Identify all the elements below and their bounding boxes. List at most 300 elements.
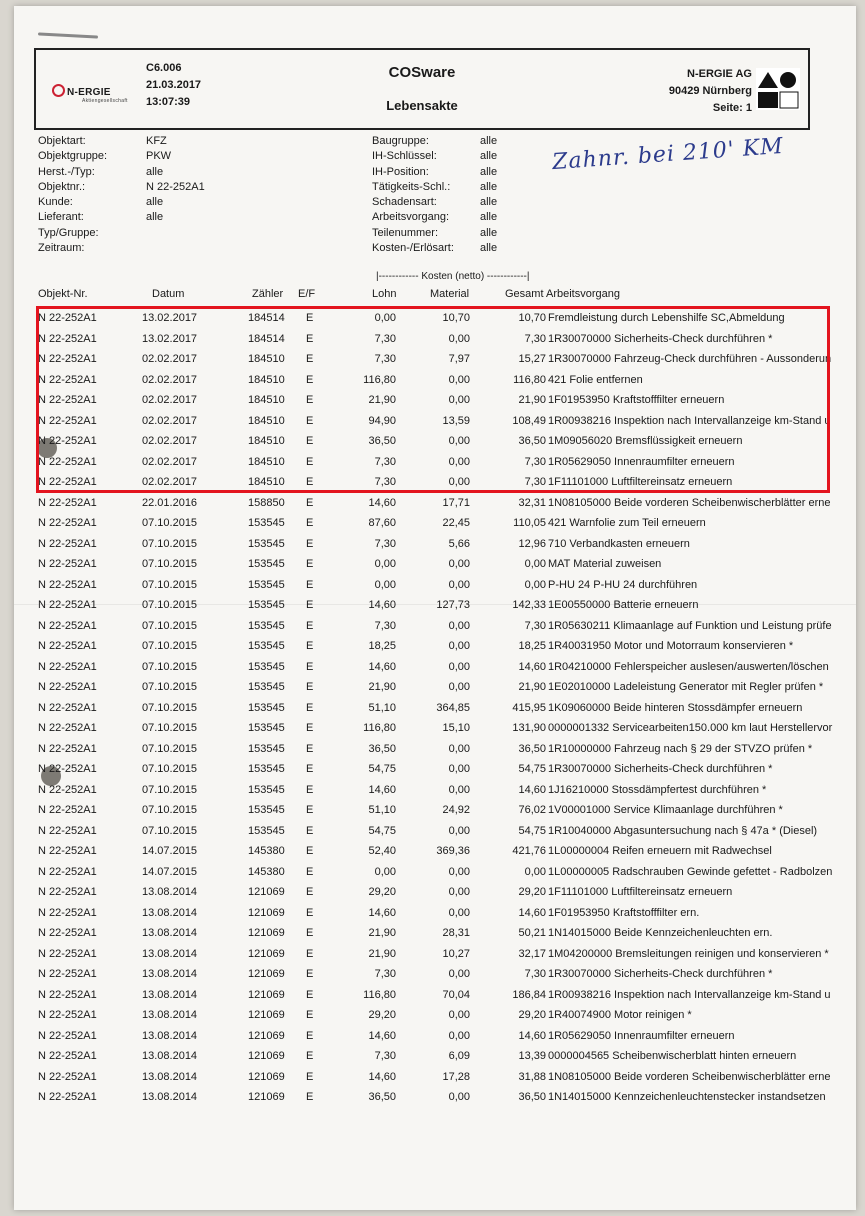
cell-arbeitsvorgang: 1F01953950 Kraftstofffilter erneuern [548,394,725,406]
cell-zaehler: 121069 [248,988,285,1001]
cell-objekt-nr: N 22-252A1 [38,1029,97,1042]
filter-row [38,165,205,180]
table-row [38,494,838,515]
filter-row [38,134,205,149]
filter-label: Kunde: [38,196,73,209]
cell-lohn: 54,75 [368,763,396,775]
cell-objekt-nr: N 22-252A1 [38,599,97,611]
report-code: C6.006 [146,62,182,74]
filter-value: N 22-252A1 [146,180,205,193]
filter-row [38,180,205,195]
report-time: 13:07:39 [146,96,191,108]
cell-datum: 13.08.2014 [142,1009,198,1021]
cell-zaehler: 121069 [248,906,285,919]
company-mark-icon [756,68,800,110]
cell-objekt-nr: N 22-252A1 [38,476,97,488]
cell-zaehler: 184514 [248,312,285,324]
cell-objekt-nr: N 22-252A1 [38,517,97,529]
cell-datum: 07.10.2015 [142,722,198,734]
cell-lohn: 7,30 [374,476,396,488]
cell-lohn: 54,75 [368,824,396,837]
filter-list-right [372,134,497,256]
cell-zaehler: 153545 [248,537,285,550]
cell-material: 369,36 [436,845,470,857]
company-name: N-ERGIE AG [687,68,752,80]
cell-ef: E [306,701,314,714]
cell-arbeitsvorgang: 0000004565 Scheibenwischerblatt hinten erneuern [548,1050,797,1062]
filter-row [38,195,205,210]
staple [38,32,98,38]
cell-ef: E [306,968,314,980]
cell-ef: E [306,681,314,693]
cell-datum: 13.02.2017 [142,332,198,345]
cell-ef: E [306,886,314,898]
cell-ef: E [306,476,314,488]
cell-lohn: 7,30 [374,353,396,365]
cell-material: 6,09 [448,1050,470,1062]
cell-datum: 13.08.2014 [142,1091,198,1103]
cell-arbeitsvorgang: 1R05630211 Klimaanlage auf Funktion und Leistung prüfe [548,619,832,632]
cell-lohn: 7,30 [374,968,396,980]
cell-arbeitsvorgang: 1R30070000 Sicherheits-Check durchführen * [548,332,773,345]
cell-ef: E [306,742,314,755]
cell-arbeitsvorgang: 421 Folie entfernen [548,373,643,386]
cell-datum: 07.10.2015 [142,824,198,837]
cell-lohn: 21,90 [368,681,396,693]
column-header-datum: Datum [152,288,185,300]
cell-datum: 07.10.2015 [142,742,198,755]
table-row [38,576,838,597]
cell-zaehler: 184510 [248,394,285,406]
cell-objekt-nr: N 22-252A1 [38,496,97,509]
cell-arbeitsvorgang: 1R05629050 Innenraumfilter erneuern [548,455,735,468]
cell-ef: E [306,865,314,878]
table-row [38,1027,838,1048]
cell-material: 0,00 [448,1029,470,1042]
cell-datum: 07.10.2015 [142,763,198,775]
cell-arbeitsvorgang: 421 Warnfolie zum Teil erneuern [548,517,706,529]
cell-gesamt: 0,00 [524,558,546,570]
cell-ef: E [306,558,314,570]
cell-datum: 07.10.2015 [142,701,198,714]
filter-label: IH-Schlüssel: [372,150,437,163]
table-row [38,535,838,556]
table-row [38,781,838,802]
cell-material: 10,27 [442,947,470,960]
cell-zaehler: 153545 [248,722,285,734]
cell-objekt-nr: N 22-252A1 [38,886,97,898]
cell-zaehler: 153545 [248,619,285,632]
cell-zaehler: 121069 [248,947,285,960]
cell-lohn: 116,80 [363,373,396,386]
cell-objekt-nr: N 22-252A1 [38,455,97,468]
cell-material: 0,00 [448,824,470,837]
cell-material: 0,00 [448,906,470,919]
filter-row [372,226,497,241]
cell-arbeitsvorgang: 0000001332 Servicearbeiten150.000 km laut Herstellervor [548,722,833,734]
cell-lohn: 7,30 [374,332,396,345]
cell-ef: E [306,722,314,734]
filter-label: Objektnr.: [38,180,86,193]
filter-row [38,226,205,241]
cell-arbeitsvorgang: 1R04210000 Fehlerspeicher auslesen/auswerten/löschen [548,660,829,673]
column-header-ef: E/F [298,288,316,300]
cell-objekt-nr: N 22-252A1 [38,640,97,652]
table-row [38,1088,838,1109]
cell-arbeitsvorgang: 1R10040000 Abgasuntersuchung nach § 47a * (Diesel) [548,824,818,837]
cell-ef: E [306,783,314,796]
cell-zaehler: 121069 [248,1050,285,1062]
cell-zaehler: 184510 [248,435,285,447]
cell-objekt-nr: N 22-252A1 [38,988,97,1001]
cell-objekt-nr: N 22-252A1 [38,660,97,673]
cell-objekt-nr: N 22-252A1 [38,927,97,939]
cell-material: 0,00 [448,783,470,796]
table-row [38,699,838,720]
cell-zaehler: 121069 [248,927,285,939]
cell-lohn: 14,60 [368,496,396,509]
cell-datum: 07.10.2015 [142,660,198,673]
cell-arbeitsvorgang: 1R40074900 Motor reinigen * [548,1009,692,1021]
table-row [38,637,838,658]
cell-zaehler: 153545 [248,742,285,755]
column-header-zaehler: Zähler [252,288,284,300]
cell-material: 0,00 [448,578,470,591]
cell-gesamt: 7,30 [524,455,546,468]
table-row [38,760,838,781]
cell-objekt-nr: N 22-252A1 [38,763,97,775]
cell-ef: E [306,394,314,406]
cell-objekt-nr: N 22-252A1 [38,619,97,632]
cell-gesamt: 415,95 [512,701,546,714]
column-header-arbeitsvorgang: Arbeitsvorgang [546,288,620,300]
cell-gesamt: 7,30 [524,332,546,345]
cell-lohn: 51,10 [368,701,396,714]
filter-value: alle [480,150,498,163]
cell-arbeitsvorgang: 1R40031950 Motor und Motorraum konservieren * [548,640,794,652]
filter-value: alle [146,196,164,209]
cell-ef: E [306,332,314,345]
cell-arbeitsvorgang: 1R05629050 Innenraumfilter erneuern [548,1029,735,1042]
cell-datum: 13.08.2014 [142,1029,198,1042]
cell-material: 10,70 [442,312,470,324]
cell-ef: E [306,312,314,324]
report-header [34,48,810,130]
cell-objekt-nr: N 22-252A1 [38,414,97,427]
cell-ef: E [306,845,314,857]
filter-label: Objektgruppe: [38,150,108,163]
cell-gesamt: 7,30 [524,968,546,980]
cell-gesamt: 116,80 [513,373,546,386]
cell-material: 13,59 [442,414,470,427]
cell-material: 0,00 [448,619,470,632]
cell-arbeitsvorgang: 1R30070000 Sicherheits-Check durchführen * [548,968,773,980]
cell-gesamt: 7,30 [524,476,546,488]
column-header-lohn: Lohn [372,288,397,300]
cell-zaehler: 153545 [248,517,285,529]
cell-material: 0,00 [448,742,470,755]
cell-zaehler: 153545 [248,660,285,673]
cell-zaehler: 153545 [248,681,285,693]
cell-objekt-nr: N 22-252A1 [38,1009,97,1021]
filter-row [372,149,497,164]
cell-zaehler: 121069 [248,1009,285,1021]
cell-ef: E [306,578,314,591]
handwritten-note: Zahnr. bei 210' KM [551,133,785,176]
filter-label: Lieferant: [38,211,84,224]
cell-datum: 14.07.2015 [142,845,198,857]
cell-gesamt: 131,90 [512,722,546,734]
company-block [669,66,752,117]
cell-material: 15,10 [442,722,470,734]
cell-arbeitsvorgang: 1R30070000 Sicherheits-Check durchführen * [548,763,773,775]
cell-ef: E [306,496,314,509]
cell-datum: 13.02.2017 [142,312,198,324]
cell-arbeitsvorgang: 1L00000004 Reifen erneuern mit Radwechsel [548,845,772,857]
cell-material: 0,00 [448,660,470,673]
cell-material: 28,31 [442,927,470,939]
cell-datum: 02.02.2017 [142,373,198,386]
cell-lohn: 14,60 [368,660,396,673]
cell-material: 0,00 [448,763,470,775]
cell-datum: 07.10.2015 [142,517,198,529]
cell-zaehler: 153545 [248,763,285,775]
cell-datum: 13.08.2014 [142,988,198,1001]
cell-zaehler: 153545 [248,804,285,816]
cell-arbeitsvorgang: 1K09060000 Beide hinteren Stossdämpfer erneuern [548,701,803,714]
cell-lohn: 87,60 [368,517,396,529]
cell-gesamt: 32,31 [518,496,546,509]
cell-lohn: 14,60 [368,906,396,919]
cell-lohn: 0,00 [374,312,396,324]
cell-arbeitsvorgang: 1F11101000 Luftfiltereinsatz erneuern [548,476,733,488]
cell-gesamt: 18,25 [518,640,546,652]
cell-arbeitsvorgang: 1V00001000 Service Klimaanlage durchführen * [548,804,783,816]
table-row [38,678,838,699]
cell-datum: 13.08.2014 [142,947,198,960]
cell-objekt-nr: N 22-252A1 [38,804,97,816]
cell-ef: E [306,947,314,960]
cell-ef: E [306,988,314,1001]
cell-lohn: 94,90 [368,414,396,427]
report-subtitle: Lebensakte [386,98,458,113]
cell-arbeitsvorgang: 1M04200000 Bremsleitungen reinigen und konservieren * [548,947,829,960]
cell-gesamt: 36,50 [518,742,546,755]
cell-material: 127,73 [436,599,470,611]
cell-datum: 02.02.2017 [142,435,198,447]
cell-arbeitsvorgang: 1R00938216 Inspektion nach Intervallanzeige km-Stand u [548,988,831,1001]
filter-value: alle [480,226,498,239]
filter-label: IH-Position: [372,165,429,178]
company-address: 90429 Nürnberg [668,85,752,97]
cell-objekt-nr: N 22-252A1 [38,373,97,386]
cell-zaehler: 153545 [248,824,285,837]
cell-datum: 07.10.2015 [142,681,198,693]
cell-zaehler: 184510 [248,373,285,386]
cell-zaehler: 184510 [248,414,285,427]
cell-lohn: 0,00 [374,558,396,570]
cell-datum: 02.02.2017 [142,414,198,427]
filter-row [38,210,205,225]
cell-arbeitsvorgang: 1E00550000 Batterie erneuern [548,599,699,611]
cell-material: 0,00 [448,886,470,898]
cell-datum: 13.08.2014 [142,906,198,919]
cell-objekt-nr: N 22-252A1 [38,435,97,447]
cell-zaehler: 184510 [248,353,285,365]
cell-ef: E [306,1029,314,1042]
cell-datum: 14.07.2015 [142,865,198,878]
cell-gesamt: 12,96 [518,537,546,550]
cell-zaehler: 121069 [248,1029,285,1042]
cell-lohn: 36,50 [368,742,396,755]
cell-material: 22,45 [442,517,470,529]
cell-datum: 07.10.2015 [142,599,198,611]
table-row [38,514,838,535]
cell-gesamt: 108,49 [512,414,546,427]
cell-objekt-nr: N 22-252A1 [38,353,97,365]
cell-zaehler: 184514 [248,332,285,345]
cell-gesamt: 21,90 [518,681,546,693]
cell-lohn: 21,90 [368,947,396,960]
cell-material: 0,00 [448,681,470,693]
cell-lohn: 51,10 [368,804,396,816]
cell-lohn: 14,60 [368,783,396,796]
cell-gesamt: 36,50 [518,435,546,447]
filter-label: Objektart: [38,135,86,147]
filter-row [372,195,497,210]
cell-zaehler: 184510 [248,476,285,488]
cell-arbeitsvorgang: MAT Material zuweisen [548,558,662,570]
cell-material: 0,00 [448,476,470,488]
cell-ef: E [306,1070,314,1083]
column-header-gesamt: Gesamt [505,288,544,300]
filter-value: alle [146,211,164,224]
cell-gesamt: 32,17 [518,947,546,960]
cell-material: 17,28 [442,1070,470,1083]
cell-material: 7,97 [448,353,470,365]
cell-objekt-nr: N 22-252A1 [38,537,97,550]
cell-datum: 02.02.2017 [142,455,198,468]
cell-lohn: 7,30 [374,455,396,468]
table-row [38,617,838,638]
column-header-objekt: Objekt-Nr. [38,288,88,300]
cell-gesamt: 50,21 [518,927,546,939]
cell-datum: 07.10.2015 [142,804,198,816]
cell-ef: E [306,435,314,447]
cell-gesamt: 29,20 [518,886,546,898]
filter-row [38,241,205,256]
table-row [38,740,838,761]
cell-objekt-nr: N 22-252A1 [38,312,97,324]
table-row [38,883,838,904]
cell-objekt-nr: N 22-252A1 [38,1091,97,1103]
cell-arbeitsvorgang: 1N08105000 Beide vorderen Scheibenwischerblätter erne [548,496,831,509]
cell-gesamt: 36,50 [518,1091,546,1103]
cell-gesamt: 14,60 [518,1029,546,1042]
filter-label: Tätigkeits-Schl.: [372,180,451,193]
logo-text: N-ERGIE [67,87,111,98]
filter-value: alle [480,165,498,178]
cell-zaehler: 121069 [248,968,285,980]
cell-zaehler: 153545 [248,640,285,652]
cell-datum: 22.01.2016 [142,496,198,509]
cell-datum: 02.02.2017 [142,476,198,488]
filter-label: Kosten-/Erlösart: [372,242,454,255]
cell-datum: 07.10.2015 [142,558,198,570]
cell-ef: E [306,824,314,837]
cell-objekt-nr: N 22-252A1 [38,824,97,837]
logo-ring-icon [52,84,65,97]
cell-gesamt: 110,05 [513,517,546,529]
cell-material: 0,00 [448,640,470,652]
cell-lohn: 116,80 [363,988,396,1001]
cell-ef: E [306,763,314,775]
cell-material: 70,04 [442,988,470,1001]
filter-value: KFZ [146,135,167,147]
table-row [38,904,838,925]
kosten-group-label: |------------ Kosten (netto) ------------| [376,271,530,282]
cell-ef: E [306,927,314,939]
logo-subtext: Aktiengesellschaft [82,98,128,104]
cell-gesamt: 142,33 [512,599,546,611]
filter-row [372,165,497,180]
cell-material: 0,00 [448,1091,470,1103]
cell-lohn: 116,80 [363,722,396,734]
report-date: 21.03.2017 [146,79,202,91]
cell-datum: 13.08.2014 [142,927,198,939]
cell-ef: E [306,414,314,427]
cell-arbeitsvorgang: 710 Verbandkasten erneuern [548,537,690,550]
table-row [38,842,838,863]
filter-value: alle [480,180,498,193]
cell-lohn: 29,20 [368,1009,396,1021]
cell-gesamt: 0,00 [524,578,546,591]
cell-datum: 07.10.2015 [142,640,198,652]
cell-arbeitsvorgang: 1E02010000 Ladeleistung Generator mit Regler prüfen * [548,681,824,693]
cell-arbeitsvorgang: 1R10000000 Fahrzeug nach § 29 der STVZO prüfen * [548,742,813,755]
table-row [38,924,838,945]
cell-zaehler: 145380 [248,865,285,878]
cell-datum: 13.08.2014 [142,1070,198,1083]
cell-objekt-nr: N 22-252A1 [38,558,97,570]
cell-lohn: 7,30 [374,537,396,550]
cell-objekt-nr: N 22-252A1 [38,681,97,693]
filter-value: alle [480,211,498,224]
cell-lohn: 36,50 [368,1091,396,1103]
filter-label: Baugruppe: [372,135,429,147]
filter-value: PKW [146,150,172,163]
filter-label: Typ/Gruppe: [38,226,99,239]
cell-arbeitsvorgang: 1F11101000 Luftfiltereinsatz erneuern [548,886,733,898]
table-row [38,658,838,679]
cell-lohn: 29,20 [368,886,396,898]
cell-lohn: 21,90 [368,394,396,406]
cell-objekt-nr: N 22-252A1 [38,1070,97,1083]
cell-objekt-nr: N 22-252A1 [38,845,97,857]
filter-value: alle [480,135,498,147]
cell-datum: 07.10.2015 [142,578,198,591]
cell-objekt-nr: N 22-252A1 [38,906,97,919]
filter-row [372,210,497,225]
filter-label: Arbeitsvorgang: [372,211,450,224]
cell-gesamt: 421,76 [512,845,546,857]
cell-lohn: 14,60 [368,599,396,611]
cell-material: 5,66 [448,537,470,550]
filter-label: Zeitraum: [38,242,85,255]
cell-gesamt: 14,60 [518,783,546,796]
cell-material: 0,00 [448,558,470,570]
cell-objekt-nr: N 22-252A1 [38,578,97,591]
